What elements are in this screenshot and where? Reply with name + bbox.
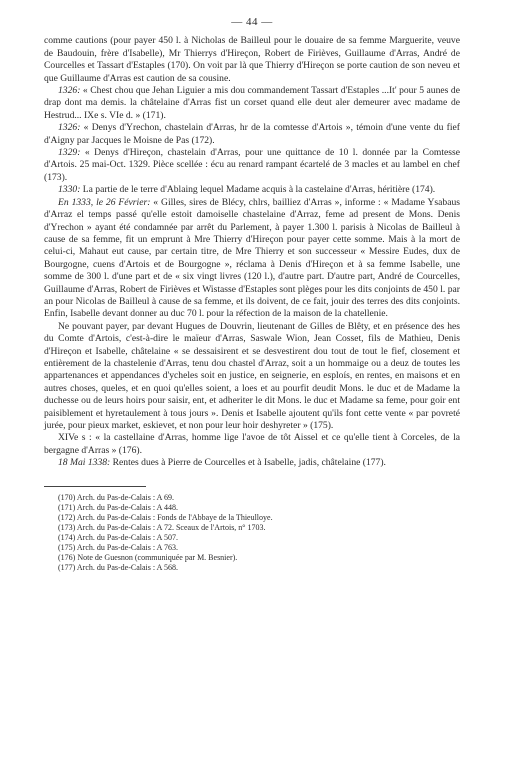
paragraph <box>44 35 460 85</box>
footnotes <box>44 493 460 573</box>
paragraph-lead: En 1333, le 26 Février: <box>58 196 151 208</box>
paragraph <box>44 432 460 457</box>
footnote: (170) Arch. du Pas-de-Calais : A 69. <box>58 492 174 502</box>
paragraph-lead: 1329: <box>58 147 81 159</box>
paragraph-text: « Denys d'Yrechon, chastelain d'Arras, hr de la comtesse d'Artois », témoin d'une vente du fief d'Aigny par Jacques le Moisne de Pas (172). <box>44 122 460 146</box>
paragraph-lead: 1330: <box>58 184 81 196</box>
paragraph <box>44 197 460 321</box>
footnote: (176) Note de Guesnon (communiquée par M. Besnier). <box>58 552 238 562</box>
paragraph-text: Rentes dues à Pierre de Courcelles et à Isabelle, jadis, châtelaine (177). <box>110 457 386 469</box>
paragraph-text: « Denys d'Hireçon, chastelain d'Arras, pour une quittance de 10 l. donnée par la Comtesse d'Artois. 25 mai-Oct. 1329. Pièce scellée : écu au renard rampant écartelé de 3 macles et au lambel en chef (173). <box>44 147 460 183</box>
paragraph-lead: 1326: <box>58 122 81 134</box>
paragraph-lead: 1326: <box>58 85 81 97</box>
paragraph-text: XIVe s : « la castellaine d'Arras, homme lige l'avoe de tôt Aissel et ce qu'elle tient à Corceles, de la bergagne d'Arras » (176). <box>44 432 460 456</box>
paragraph <box>44 184 460 196</box>
paragraph <box>44 122 460 147</box>
paragraph <box>44 85 460 122</box>
footnote-separator <box>44 486 146 487</box>
body-text <box>44 35 460 469</box>
paragraph <box>44 457 460 469</box>
footnote: (174) Arch. du Pas-de-Calais : A 507. <box>58 532 178 542</box>
page-number: — 44 — <box>231 16 273 28</box>
paragraph <box>44 147 460 184</box>
footnote: (172) Arch. du Pas-de-Calais : Fonds de l'Abbaye de la Thieulloye. <box>58 512 273 522</box>
paragraph <box>44 321 460 433</box>
footnote: (173) Arch. du Pas-de-Calais : A 72. Sceaux de l'Artois, n° 1703. <box>58 522 266 532</box>
paragraph-text: La partie de le terre d'Ablaing lequel Madame acquis à la castelaine d'Arras, héritière (174). <box>80 184 436 196</box>
paragraph-text: Ne pouvant payer, par devant Hugues de Douvrin, lieutenant de Gilles de Blêty, et en présence des hes du Comte d'Artois, c'est-à-dire le maïeur d'Arras, Saswale Wion, Jean Cosset, fils de Mathieu, Denis d'Hireçon et Isabelle, châtelaine « se dessaisirent et se desvestirent dou tout de tout le fief, closement et entièrement de la chastelenie d'Arras, tenu dou chastel d'Arraz, soit a un hommaige ou a deuz de toutes les appartenances et appendances d'ycheles soit en justice, en seignerie, en esploís, en rentes, en maisons et en autres choses, queles, et en quoi qu'elles soient, a loes et au pourfit deudit Mons. le duc et de Madame la duchesse ou de leurs hoirs pour saisir, ent, et adheriter le dit Mons. le duc et Madame sa feme, pour goir ent paisiblement et hyretaulement à tous jours ». Denis et Isabelle ajoutent qu'ils font cette vente « par povreté jurée, pour pieux market, eskievet, et non pour leur hoir deshyreter » (175). <box>44 320 460 431</box>
paragraph-text: « Gilles, sires de Blécy, chlrs, bailliez d'Arras », informe : « Madame Ysabaus d'Arraz el temps passé qu'elle estoit damoiselle chastelaine d'Arraz, feme ad present de Mons. Denis d'Yrechon » ayant été condamnée par arrêt du Parlement, à payer 1.300 l. parisis à Nicolas de Bailleul à cause de sa femme, fit un emprunt à Mre Thierry d'Hireçon pour payer cette somme. Mais à la mort de celui-ci, Mahaut eut cause, par certain titre, de Mre Thierry et son successeur « Messire Eudes, dux de Bourgogne, cuens d'Artois et de Bourgogne », réclama à Denis d'Hireçon et à sa femme Isabelle, une somme de 300 l. d'une part et de « six vingt livres (120 l.), d'autre part. D'autre part, André de Courcelles, Guillaume d'Arras, Robert de Firièves et Wistasse d'Estaples sont plèges pour les dits conjoints de 450 l. par an pour Nicolas de Bailleul à cause de sa femme, et ils doivent, de ce fait, jouir des terres des dits conjoints. Enfin, Isabelle devant donner au duc 70 l. pour la réfection de la maison de la chatellenie. <box>44 196 460 320</box>
footnote: (171) Arch. du Pas-de-Calais : A 448. <box>58 502 178 512</box>
paragraph-lead: 18 Mai 1338: <box>58 457 111 469</box>
footnote: (175) Arch. du Pas-de-Calais : A 763. <box>58 542 178 552</box>
footnote: (177) Arch. du Pas-de-Calais : A 568. <box>58 562 178 572</box>
paragraph-text: comme cautions (pour payer 450 l. à Nicholas de Bailleul pour le douaire de sa femme Marguerite, veuve de Baudouin, frère d'Isabelle), Mr Thierrys d'Hireçon, Robert de Firièves, Guillaume d'Arras, André de Courcelles et Tassart d'Estaples (170). On voit par là que Thierry d'Hireçon se porte caution de son neveu et que Guillaume d'Arras est caution de sa cousine. <box>44 35 460 84</box>
paragraph-text: « Chest chou que Jehan Liguier a mis dou commandement Tassart d'Estaples ...It' pour 5 aunes de drap dont ma demis. la châtelaine d'Arras fist un corset quand elle deut aler demeurer avec madame de Hestrud... IXe s. VIe d. » (171). <box>44 85 460 121</box>
